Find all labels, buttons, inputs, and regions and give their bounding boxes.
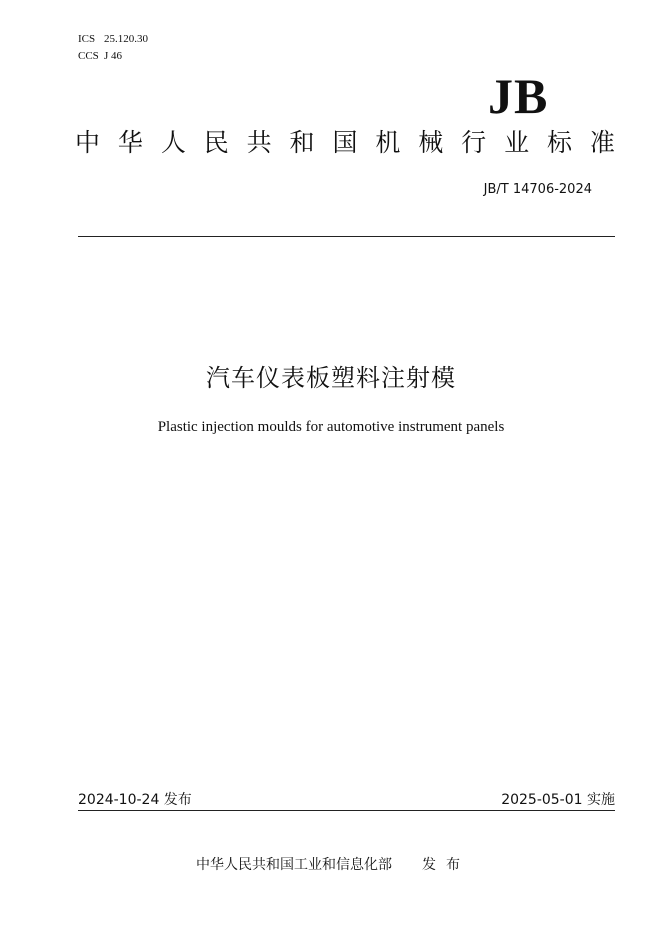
ics-label: ICS <box>78 33 96 45</box>
standard-type-char: 民 <box>203 128 229 157</box>
standard-number: JB/T 14706-2024 <box>483 182 592 197</box>
standard-type-char: 行 <box>461 128 487 157</box>
standard-type-char: 标 <box>546 128 572 157</box>
standard-type-char: 准 <box>589 128 615 157</box>
standard-type-char: 机 <box>375 128 401 157</box>
issuer-action: 发布 <box>422 857 470 873</box>
standard-type-char: 业 <box>504 128 530 157</box>
ccs-code <box>78 50 122 63</box>
ccs-label: CCS <box>78 50 99 62</box>
standard-type-char: 共 <box>246 128 272 157</box>
standard-type-char: 人 <box>160 128 186 157</box>
footer-divider <box>78 810 615 811</box>
standard-type-char: 械 <box>418 128 444 157</box>
standard-type-char: 国 <box>332 128 358 157</box>
implementation-date: 2025-05-01 实施 <box>501 792 615 808</box>
standard-type-char: 华 <box>117 128 143 157</box>
issue-date: 2024-10-24 发布 <box>78 792 192 808</box>
issuer-line <box>196 856 470 874</box>
standard-type-heading <box>75 127 615 159</box>
standard-type-char: 中 <box>75 128 101 157</box>
ics-value: 25.120.30 <box>104 33 148 45</box>
issuer-organization: 中华人民共和国工业和信息化部 <box>196 857 392 873</box>
ics-code <box>78 33 148 46</box>
jb-logo: JB <box>488 68 549 124</box>
header-divider <box>78 236 615 237</box>
ccs-value: J 46 <box>104 50 123 62</box>
standard-type-char: 和 <box>289 128 315 157</box>
title-english: Plastic injection moulds for automotive instrument panels <box>157 419 505 435</box>
title-chinese: 汽车仪表板塑料注射模 <box>206 364 456 392</box>
